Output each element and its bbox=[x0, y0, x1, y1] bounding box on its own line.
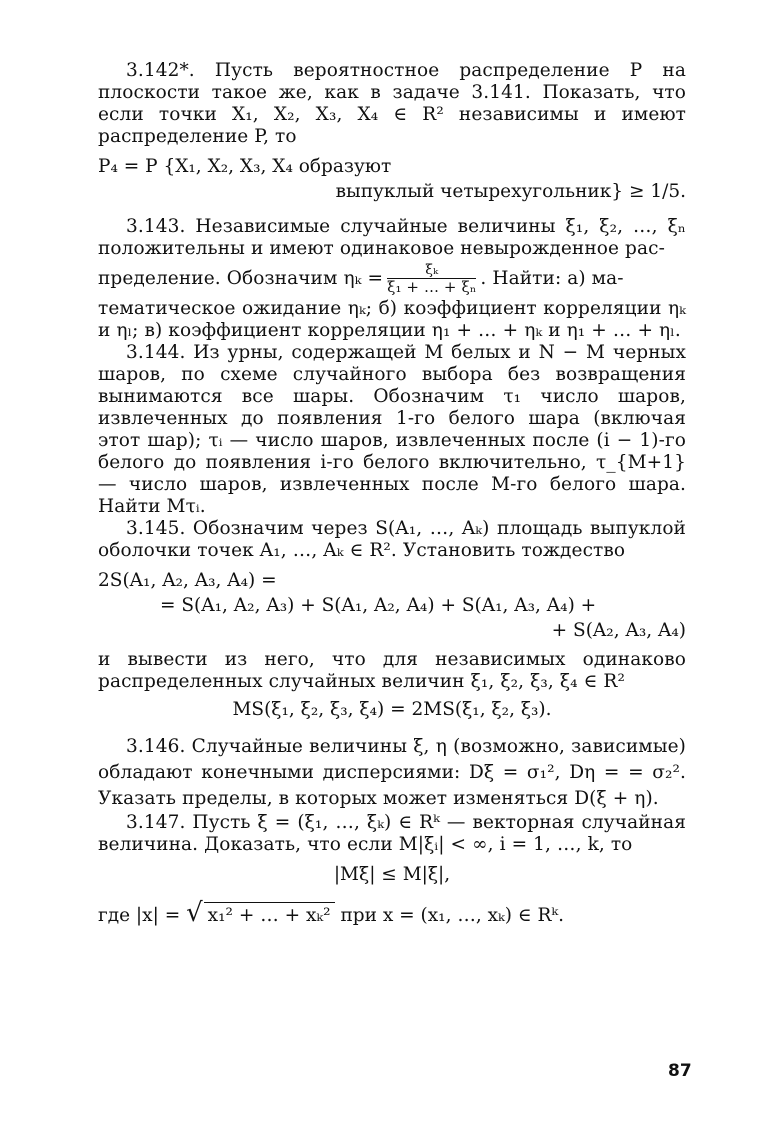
fraction-denominator: ξ₁ + … + ξₙ bbox=[387, 278, 477, 296]
problem-3-147-text: 3.147. Пусть ξ = (ξ₁, …, ξₖ) ∈ Rᵏ — векторная случайная величина. Доказать, что если M|ξᵢ| < ∞, i = 1, …, k, то bbox=[98, 812, 686, 855]
problem-3-142-formula-line1: P₄ = P {X₁, X₂, X₃, X₄ образуют bbox=[98, 156, 392, 177]
page-content bbox=[98, 60, 686, 928]
problem-3-142-formula-line2: выпуклый четырехугольник} ≥ 1/5. bbox=[335, 181, 686, 202]
problem-3-143-text-b bbox=[98, 260, 686, 298]
problem-3-143-text-c: тематическое ожидание ηₖ; б) коэффициент корреляции ηₖ и ηₗ; в) коэффициент корреляции η₁ + … + ηₖ и η₁ + … + ηₗ. bbox=[98, 298, 686, 341]
fraction-numerator: ξₖ bbox=[387, 262, 476, 279]
problem-3-144-text: 3.144. Из урны, содержащей M белых и N − M черных шаров, по схеме случайного выбора без возвращения вынимаются все шары. Обозначим τ₁ число шаров, извлеченных до появления 1-го белого шара (включая этот шар); τᵢ — число шаров, извлеченных после (i − 1)-го белого до появления i-го белого включительно, τ_{M+1} — число шаров, извлеченных после M-го белого шара. Найти Mτᵢ. bbox=[98, 342, 686, 517]
problem-3-145-formula-1: 2S(A₁, A₂, A₃, A₄) = bbox=[98, 570, 277, 591]
formula-2-pre: где |x| = bbox=[98, 905, 181, 926]
problem-3-147-formula-1: |Mξ| ≤ M|ξ|, bbox=[333, 864, 451, 885]
problem-3-142-text: 3.142*. Пусть вероятностное распределение P на плоскости такое же, как в задаче 3.141. Показать, что если точки X₁, X₂, X₃, X₄ ∈ R² независимы и имеют распределение P, то bbox=[98, 60, 686, 147]
problem-3-145-text: 3.145. Обозначим через S(A₁, …, Aₖ) площадь выпуклой оболочки точек A₁, …, Aₖ ∈ R². Установить тождество bbox=[98, 518, 686, 561]
problem-3-143-text-a: 3.143. Независимые случайные величины ξ₁, ξ₂, …, ξₙ положительны и имеют одинаковое невырожденное рас- bbox=[98, 216, 686, 259]
formula-2-post: при x = (x₁, …, xₖ) ∈ Rᵏ. bbox=[340, 905, 565, 926]
eta-fraction bbox=[387, 262, 476, 296]
problem-3-145-text-2: и вывести из него, что для независимых одинаково распределенных случайных величин ξ₁, ξ₂, ξ₃, ξ₄ ∈ R² bbox=[98, 649, 686, 692]
page-number: 87 bbox=[668, 1061, 692, 1081]
problem-3-145-formula-4: MS(ξ₁, ξ₂, ξ₃, ξ₄) = 2MS(ξ₁, ξ₂, ξ₃). bbox=[232, 699, 552, 720]
problem-3-147-formula-2 bbox=[98, 898, 686, 928]
radicand: x₁² + … + xₖ² bbox=[204, 902, 335, 928]
problem-3-143-b-pre: пределение. Обозначим ηₖ = bbox=[98, 268, 384, 289]
radical-sign: √ bbox=[186, 898, 203, 928]
problem-3-145-formula-2: = S(A₁, A₂, A₃) + S(A₁, A₂, A₄) + S(A₁, A₃, A₄) + bbox=[160, 595, 597, 616]
problem-3-146-text: 3.146. Случайные величины ξ, η (возможно, зависимые) обладают конечными дисперсиями: Dξ = σ₁², Dη = = σ₂². Указать пределы, в которых может изменяться D(ξ + η). bbox=[98, 736, 686, 809]
problem-3-145-formula-3: + S(A₂, A₃, A₄) bbox=[551, 620, 686, 641]
problem-3-143-b-post: . Найти: а) ма- bbox=[480, 268, 624, 289]
